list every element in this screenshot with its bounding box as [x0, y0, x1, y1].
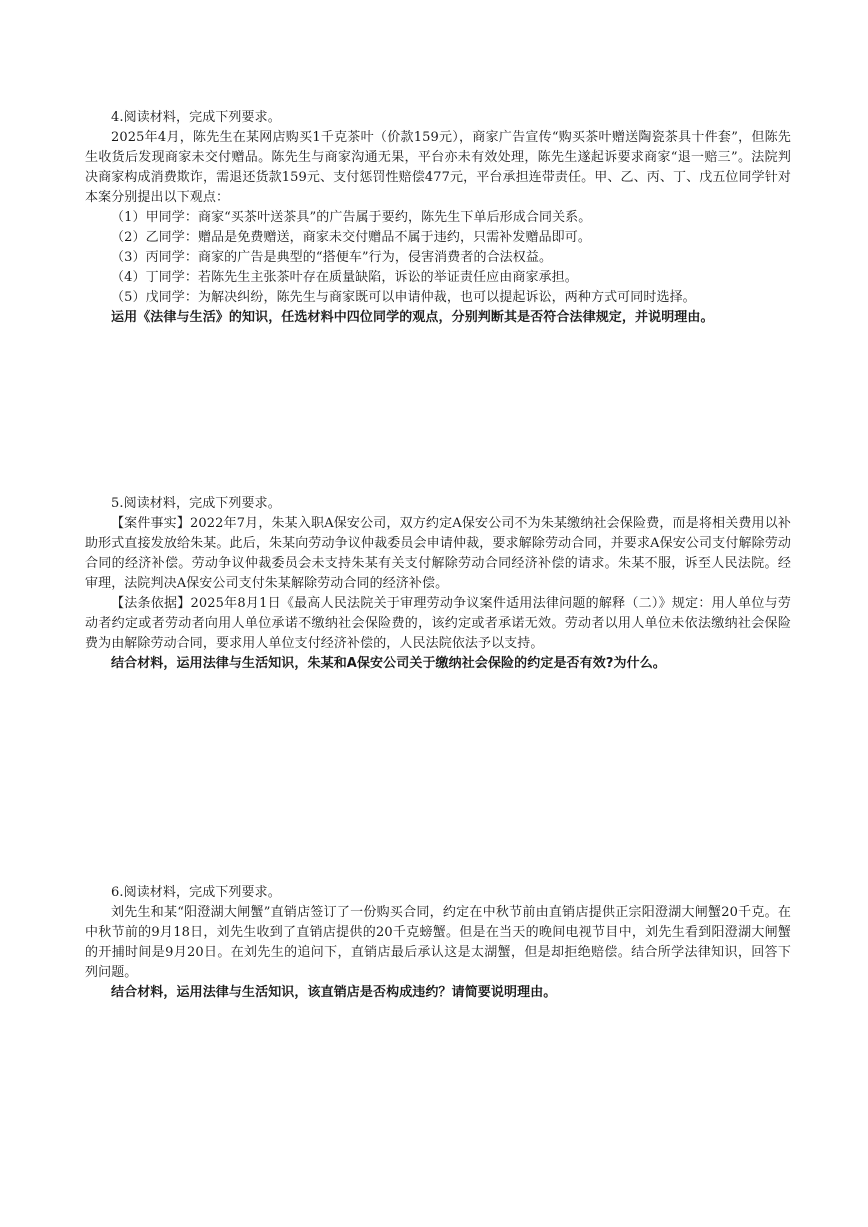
question-5-facts: 【案件事实】2022年7月，朱某入职A保安公司，双方约定A保安公司不为朱某缴纳社会保险费，而是将相关费用以补助形式直接发放给朱某。此后，朱某向劳动争议仲裁委员会申请仲裁，要求解除劳动合同，并要求A保安公司支付解除劳动合同的经济补偿。劳动争议仲裁委员会未支持朱某有关支付解除劳动合同经济补偿的请求。朱某不服，诉至人民法院。经审理，法院判决A保安公司支付朱某解除劳动合同的经济补偿。	[85, 516, 791, 591]
question-5-basis: 【法条依据】2025年8月1日《最高人民法院关于审理劳动争议案件适用法律问题的解释（二）》规定：用人单位与劳动者约定或者劳动者向用人单位承诺不缴纳社会保险费的，该约定或者承诺无效。劳动者以用人单位未依法缴纳社会保险费为由解除劳动合同，要求用人单位支付经济补偿的，人民法院依法予以支持。	[85, 596, 791, 651]
question-6-header: 6.阅读材料，完成下列要求。	[111, 885, 281, 900]
question-4	[85, 108, 791, 328]
question-5-prompt: 结合材料，运用法律与生活知识，朱某和A保安公司关于缴纳社会保险的约定是否有效?为什么。	[111, 656, 666, 671]
question-4-item-4: （4）丁同学：若陈先生主张茶叶存在质量缺陷，诉讼的举证责任应由商家承担。	[111, 270, 578, 285]
question-5	[85, 494, 791, 674]
question-4-item-3: （3）丙同学：商家的广告是典型的“搭便车”行为，侵害消费者的合法权益。	[111, 250, 553, 265]
question-4-header: 4.阅读材料，完成下列要求。	[111, 110, 281, 125]
question-4-item-5: （5）戊同学：为解决纠纷，陈先生与商家既可以申请仲裁，也可以提起诉讼，两种方式可同时选择。	[111, 290, 696, 305]
question-6-material: 刘先生和某“阳澄湖大闸蟹”直销店签订了一份购买合同，约定在中秋节前由直销店提供正宗阳澄湖大闸蟹20千克。在中秋节前的9月18日，刘先生收到了直销店提供的20千克螃蟹。但是在当天的晚间电视节目中，刘先生看到阳澄湖大闸蟹的开捕时间是9月20日。在刘先生的追问下，直销店最后承认这是太湖蟹，但是却拒绝赔偿。结合所学法律知识，回答下列问题。	[85, 905, 791, 980]
question-6	[85, 883, 791, 1003]
question-6-prompt: 结合材料，运用法律与生活知识，该直销店是否构成违约？请简要说明理由。	[111, 985, 557, 1000]
question-4-material: 2025年4月，陈先生在某网店购买1千克茶叶（价款159元），商家广告宣传“购买茶叶赠送陶瓷茶具十件套”，但陈先生收货后发现商家未交付赠品。陈先生与商家沟通无果，平台亦未有效处理，陈先生遂起诉要求商家“退一赔三”。法院判决商家构成消费欺诈，需退还货款159元、支付惩罚性赔偿477元，平台承担连带责任。甲、乙、丙、丁、戊五位同学针对本案分别提出以下观点：	[85, 130, 791, 205]
question-4-prompt: 运用《法律与生活》的知识，任选材料中四位同学的观点，分别判断其是否符合法律规定，并说明理由。	[111, 310, 714, 325]
question-5-header: 5.阅读材料，完成下列要求。	[111, 496, 281, 511]
question-4-item-1: （1）甲同学：商家“买茶叶送茶具”的广告属于要约，陈先生下单后形成合同关系。	[111, 210, 592, 225]
question-4-item-2: （2）乙同学：赠品是免费赠送，商家未交付赠品不属于违约，只需补发赠品即可。	[111, 230, 591, 245]
